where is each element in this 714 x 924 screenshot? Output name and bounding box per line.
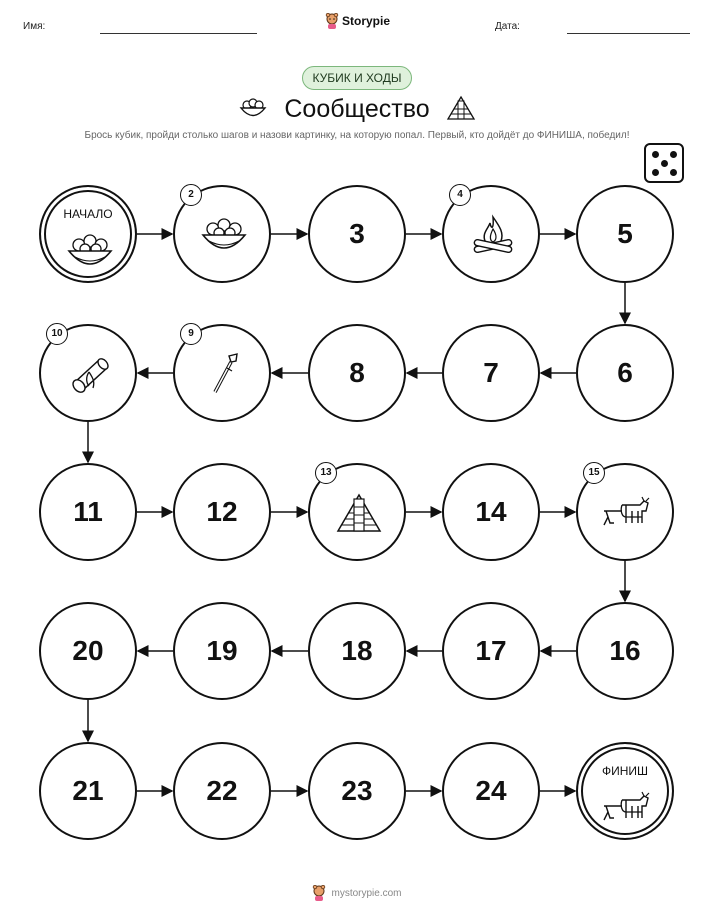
space-number-badge: 15 bbox=[583, 462, 605, 484]
board-space bbox=[576, 602, 674, 700]
space-number: 14 bbox=[475, 496, 507, 527]
start-space bbox=[39, 185, 137, 283]
space-number: 11 bbox=[73, 496, 103, 527]
start-label: НАЧАЛО bbox=[63, 207, 113, 221]
board-space bbox=[442, 185, 540, 283]
footer bbox=[0, 885, 714, 901]
ox-plow-icon bbox=[602, 491, 652, 535]
board-space bbox=[39, 602, 137, 700]
board-space bbox=[39, 463, 137, 561]
board-space bbox=[173, 602, 271, 700]
mascot-icon bbox=[312, 885, 326, 901]
footer-url[interactable]: mystorypie.com bbox=[331, 887, 402, 899]
board-space bbox=[308, 742, 406, 840]
space-number: 8 bbox=[349, 357, 365, 388]
fruit-bowl-icon bbox=[199, 213, 249, 257]
space-number-badge: 2 bbox=[180, 184, 202, 206]
space-number-badge: 10 bbox=[46, 323, 68, 345]
board-space bbox=[308, 463, 406, 561]
name-label: Имя: bbox=[23, 21, 46, 32]
space-number: 16 bbox=[609, 635, 641, 666]
board-space bbox=[308, 185, 406, 283]
scroll-icon bbox=[65, 352, 115, 396]
board-space bbox=[39, 742, 137, 840]
board-space bbox=[576, 463, 674, 561]
space-number: 21 bbox=[72, 775, 104, 806]
spear-icon bbox=[199, 352, 249, 396]
page-title: Сообщество bbox=[284, 95, 430, 123]
board-space bbox=[442, 324, 540, 422]
space-number: 18 bbox=[341, 635, 373, 666]
space-number-badge: 4 bbox=[449, 184, 471, 206]
pyramid-icon bbox=[334, 491, 384, 535]
board-space bbox=[442, 602, 540, 700]
board-space bbox=[173, 324, 271, 422]
board-space bbox=[173, 185, 271, 283]
space-number: 22 bbox=[206, 775, 238, 806]
space-number: 20 bbox=[72, 635, 104, 666]
fruit-bowl-icon bbox=[65, 229, 115, 273]
space-number: 19 bbox=[206, 635, 238, 666]
space-number: 24 bbox=[475, 775, 507, 806]
finish-space bbox=[576, 742, 674, 840]
brand-name: Storypie bbox=[342, 14, 391, 28]
space-number: 23 bbox=[341, 775, 373, 806]
board-space bbox=[442, 742, 540, 840]
space-number: 12 bbox=[206, 496, 238, 527]
board-space bbox=[576, 324, 674, 422]
instructions: Брось кубик, пройди столько шагов и назови картинку, на которую попал. Первый, кто дойдёт до ФИНИША, победил! bbox=[84, 130, 630, 141]
board-space bbox=[173, 463, 271, 561]
space-number: 3 bbox=[349, 218, 365, 249]
space-number: 7 bbox=[483, 357, 499, 388]
board-space bbox=[308, 602, 406, 700]
date-label: Дата: bbox=[495, 21, 520, 32]
space-number: 6 bbox=[617, 357, 633, 388]
board-space bbox=[308, 324, 406, 422]
board-space bbox=[173, 742, 271, 840]
board-space bbox=[576, 185, 674, 283]
space-number-badge: 9 bbox=[180, 323, 202, 345]
board-space bbox=[442, 463, 540, 561]
space-number: 17 bbox=[475, 635, 507, 666]
space-number: 5 bbox=[617, 218, 633, 249]
finish-label: ФИНИШ bbox=[601, 764, 649, 778]
category-badge: КУБИК И ХОДЫ bbox=[302, 66, 412, 90]
space-number-badge: 13 bbox=[315, 462, 337, 484]
ox-plow-icon bbox=[602, 786, 652, 830]
board-space bbox=[39, 324, 137, 422]
campfire-icon bbox=[468, 213, 518, 257]
